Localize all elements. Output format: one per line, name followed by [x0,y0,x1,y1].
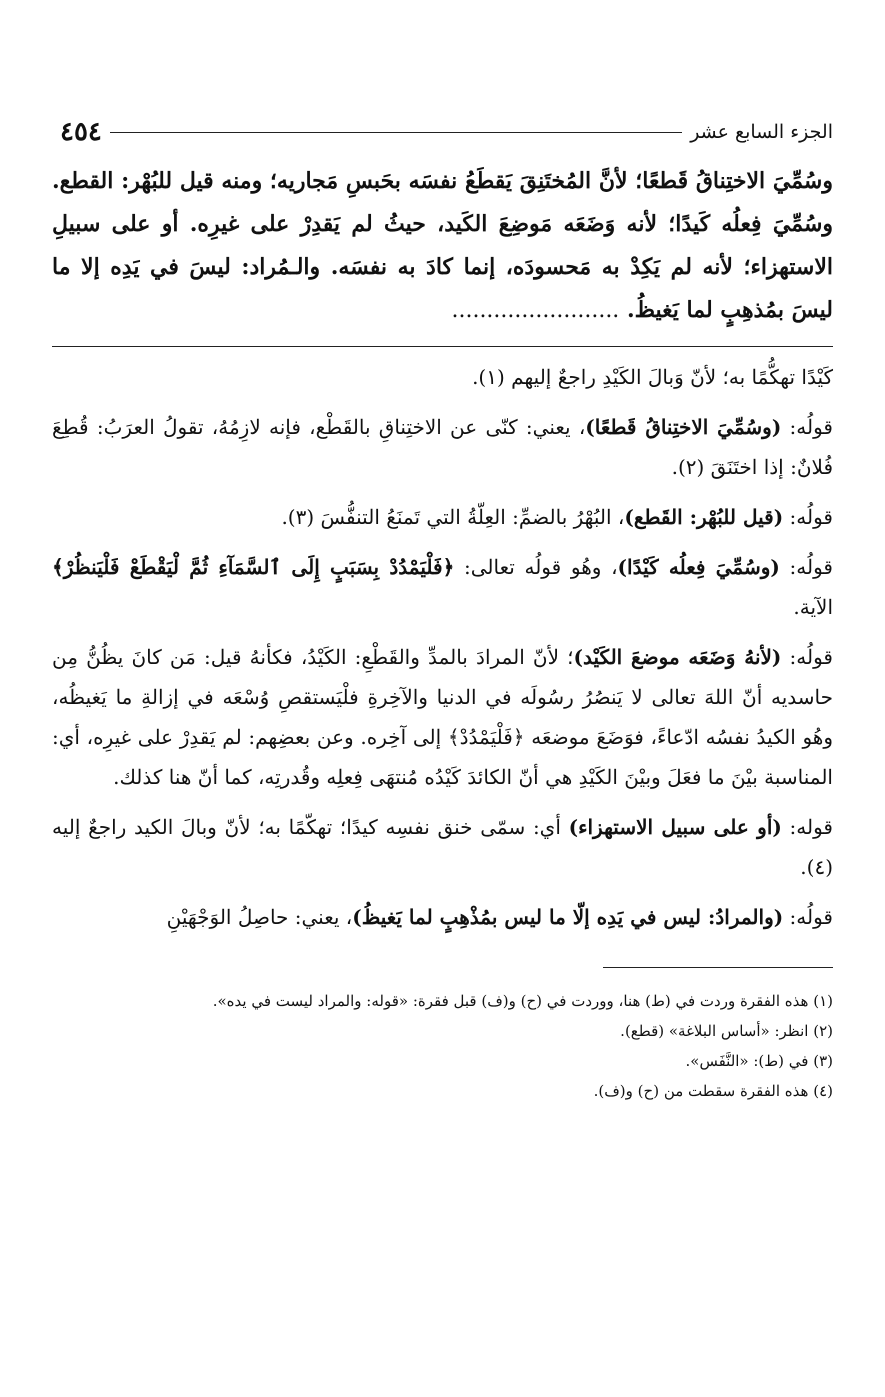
paragraph-lead: قولُه: [779,555,833,579]
section-divider [52,346,833,347]
paragraph-lead: قولُه: [781,645,833,669]
paragraph-text: ، يعني: حاصِلُ الوَجْهَيْنِ [166,905,353,929]
page-number: ٤٥٤ [60,117,102,147]
footnote-4: (٤) هذه الفقرة سقطت من (ح) و(ف). [593,1082,833,1100]
paragraph-lead: قولُه: [781,415,833,439]
quoted-phrase: (قيل للبُهْر: القَطع) [624,505,784,529]
commentary-paragraph-5 [52,637,833,797]
paragraph-text: ، يعني: كنّى عن الاختِناقِ بالقَطْع، فإنه لازِمُهُ، تقولُ العرَبُ: قُطِعَ فُلانٌ: إذا اختَنَقَ (٢). [52,415,833,479]
commentary-paragraph-3 [52,497,833,537]
paragraph-text: كَيْدًا تهكُّمًا به؛ لأنّ وَبالَ الكَيْدِ راجعٌ إليهم (١). [472,365,833,389]
commentary-paragraph-6 [52,807,833,887]
quoted-phrase: (لأنهُ وَضَعَه موضعَ الكَيْد) [573,645,782,669]
commentary-paragraph-2 [52,407,833,487]
quoted-phrase: (أو على سبيل الاستهزاء) [568,815,782,839]
running-head: الجزء السابع عشر [690,121,833,143]
paragraph-text: ، وهُو قولُه تعالى: [454,555,618,579]
main-text [52,160,833,332]
paragraph-lead: قوله: [781,815,833,839]
paragraph-text: أي: سمّى خنق نفسِه كيدًا؛ تهكّمًا به؛ لأنّ وبالَ الكيد راجعٌ إليه (٤). [52,815,833,879]
quoted-phrase: (وسُمِّيَ فِعلُه كَيْدًا) [617,555,780,579]
paragraph-text: ، البُهْرُ بالضمِّ: العِلّةُ التي تَمنَعُ التنفُّسَ (٣). [281,505,625,529]
commentary [52,357,833,937]
paragraph-text: ؛ لأنّ المرادَ بالمدِّ والقَطْعِ: الكَيْدُ، فكأنهُ قيل: مَن كانَ يظُنُّ مِن حاسديه أنّ اللهَ تعالى لا يَنصُرُ رسُولَه في الدنيا والآخِرةِ فلْيَستقصِ وُسْعَه في إزالةِ ما يَغيظُه، وهُو الكيدُ نفسُه ادّعاءً، فوَضَعَ موضعَه ﴿فَلْيَمْدُدْ﴾ إلى آخِره. وعن بعضِهم: لم يَقدِرْ على غيرِه، أي: المناسبة بيْنَ ما فعَلَ وبيْنَ الكَيْدِ هي أنّ الكائدَ كَيْدُه مُنتهَى فِعلِه وقُدرتِه، كما أنّ هنا كذلك. [52,645,834,789]
footnote-2: (٢) انظر: «أساس البلاغة» (قطع). [620,1022,833,1040]
footnote-1: (١) هذه الفقرة وردت في (ط) هنا، ووردت في (ح) و(ف) قبل فقرة: «قوله: والمراد ليست في يده». [212,992,833,1010]
commentary-paragraph-4 [52,547,833,627]
footnote-separator [52,967,833,968]
header-rule [110,132,682,133]
footnote-3: (٣) في (ط): «النَّفَس». [685,1052,833,1070]
quran-verse: ﴿فَلْيَمْدُدْ بِسَبَبٍ إِلَى ٱلسَّمَآءِ ثُمَّ لْيَقْطَعْ فَلْيَنظُرْ﴾ [52,555,455,579]
footnotes [52,986,833,1106]
main-text-body: وسُمِّيَ الاختِناقُ قَطعًا؛ لأنَّ المُختَنِقَ يَقطَعُ نفسَه بحَبسِ مَجاريه؛ ومنه قيل للبُهْر: القطع. وسُمِّيَ فِعلُه كَيدًا؛ لأنه وَضَعَه مَوضِعَ الكَيد، حيثُ لم يَقدِرْ على غيرِه. أو على سبيلِ الاستهزاء؛ لأنه لم يَكِدْ به مَحسودَه، إنما كادَ به نفسَه. والـمُراد: ليسَ في يَدِه إلا ما ليسَ بمُذهِبٍ لما يَغيظُ. [52,168,833,323]
quoted-phrase: (وسُمِّيَ الاختِناقُ قَطعًا) [585,415,782,439]
paragraph-text: الآية. [793,595,833,619]
page-header [52,112,833,152]
commentary-paragraph-1 [52,357,833,397]
commentary-paragraph-7 [52,897,833,937]
paragraph-lead: قولُه: [783,505,833,529]
paragraph-lead: قولُه: [783,905,833,929]
quoted-phrase: (والمرادُ: ليس في يَدِه إلّا ما ليس بمُذْهِبٍ لما يَغيظُ) [352,905,784,929]
main-text-dots: ........................ [451,298,620,323]
